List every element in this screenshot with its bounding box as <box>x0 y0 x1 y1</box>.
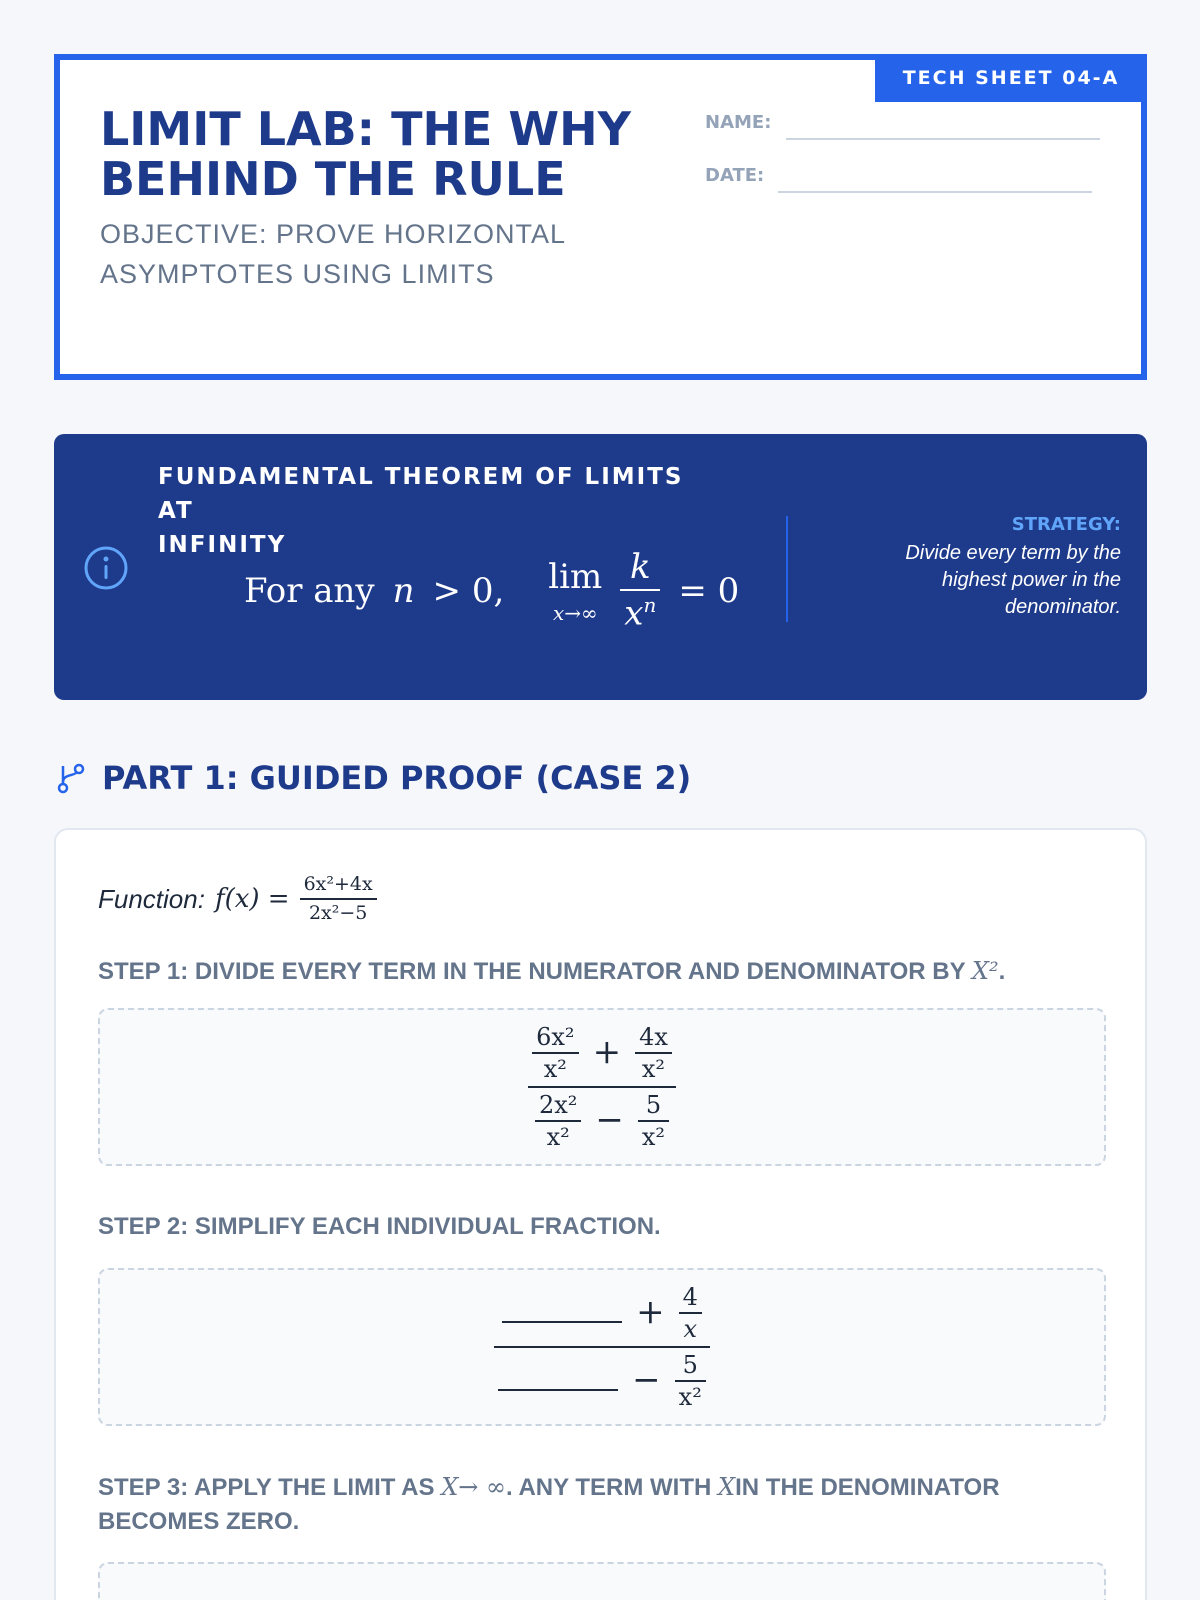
strategy-text: Divide every term by the highest power in the denominator. <box>905 542 1121 618</box>
name-field[interactable] <box>786 138 1100 140</box>
step3-workbox[interactable] <box>98 1562 1106 1600</box>
step1-instruction: STEP 1: DIVIDE EVERY TERM IN THE NUMERATOR AND DENOMINATOR BY X². <box>98 957 1006 985</box>
step1-workbox[interactable] <box>98 1008 1106 1166</box>
term-2x2-over-x2: $\frac{\text{2x²}}{\text{x²}}$ <box>535 1092 581 1150</box>
term-4x-over-x2: $\frac{4x}{\text{x²}}$ <box>635 1024 672 1082</box>
function-lhs: f(x) = <box>214 884 290 914</box>
lim-subscript: x→∞ <box>552 601 598 625</box>
step2-expression: + $\frac{4}{x}$ − $\frac{5}{\text{x²}}$ <box>494 1284 710 1411</box>
theorem-denominator: $x^n$ <box>624 593 657 634</box>
limit-operator <box>548 557 602 625</box>
objective-line-1: OBJECTIVE: PROVE HORIZONTAL <box>100 219 567 249</box>
name-label: NAME: <box>705 112 772 133</box>
git-branch-icon <box>56 762 86 794</box>
theorem-divider <box>786 516 788 622</box>
formula-var: n <box>392 571 415 611</box>
worksheet-header <box>54 54 1147 380</box>
page-title <box>100 104 680 204</box>
term-5-over-x2: $\frac{5}{\text{x²}}$ <box>638 1092 669 1150</box>
info-circle-icon <box>82 544 130 592</box>
function-denominator: 2x²−5 <box>308 901 368 924</box>
lim-word: lim <box>548 557 603 597</box>
theorem-banner <box>54 434 1147 700</box>
date-field[interactable] <box>778 191 1092 193</box>
formula-condition: > 0, <box>432 571 505 611</box>
step1-expression: $\frac{\text{6x²}}{\text{x²}}$ + $\frac{4x}{\text{x²}}$ $\frac{\text{2x²}}{\text{x²}}$ − $\frac{5}{\text{x²}}$ <box>528 1024 676 1151</box>
part1-heading <box>56 756 691 800</box>
theorem-fraction <box>620 546 660 634</box>
theorem-title-line-1: FUNDAMENTAL THEOREM OF LIMITS AT <box>158 464 684 524</box>
objective <box>100 214 600 294</box>
date-label: DATE: <box>705 165 765 186</box>
function-definition <box>98 870 377 928</box>
formula-prefix: For any <box>244 571 375 611</box>
theorem-title-line-2: INFINITY <box>158 532 287 558</box>
blank-numerator-term[interactable] <box>502 1303 622 1323</box>
sheet-tab: TECH SHEET 04-A <box>875 54 1147 102</box>
theorem-numerator: k <box>630 546 651 587</box>
term-5-over-x2-simplified: $\frac{5}{\text{x²}}$ <box>675 1352 706 1410</box>
step2-workbox[interactable] <box>98 1268 1106 1426</box>
part1-title: PART 1: GUIDED PROOF (CASE 2) <box>102 759 692 797</box>
title-line-2: BEHIND THE RULE <box>100 152 566 206</box>
function-numerator: 6x²+4x <box>303 873 373 896</box>
function-label: Function: <box>98 883 205 914</box>
step3-instruction: STEP 3: APPLY THE LIMIT AS X→ ∞. ANY TERM WITH XIN THE DENOMINATOR BECOMES ZERO. <box>98 1473 1000 1535</box>
title-line-1: LIMIT LAB: THE WHY <box>100 102 631 156</box>
term-4-over-x: $\frac{4}{x}$ <box>679 1284 702 1342</box>
strategy-label: STRATEGY: <box>1011 514 1121 535</box>
function-fraction <box>300 874 377 923</box>
blank-denominator-term[interactable] <box>498 1371 618 1391</box>
guided-proof-card <box>54 828 1147 1600</box>
step2-instruction: STEP 2: SIMPLIFY EACH INDIVIDUAL FRACTION. <box>98 1213 661 1240</box>
theorem-formula <box>244 546 739 636</box>
term-6x2-over-x2: $\frac{\text{6x²}}{\text{x²}}$ <box>532 1024 578 1082</box>
objective-line-2: ASYMPTOTES USING LIMITS <box>100 259 495 289</box>
formula-result: = 0 <box>678 571 740 611</box>
